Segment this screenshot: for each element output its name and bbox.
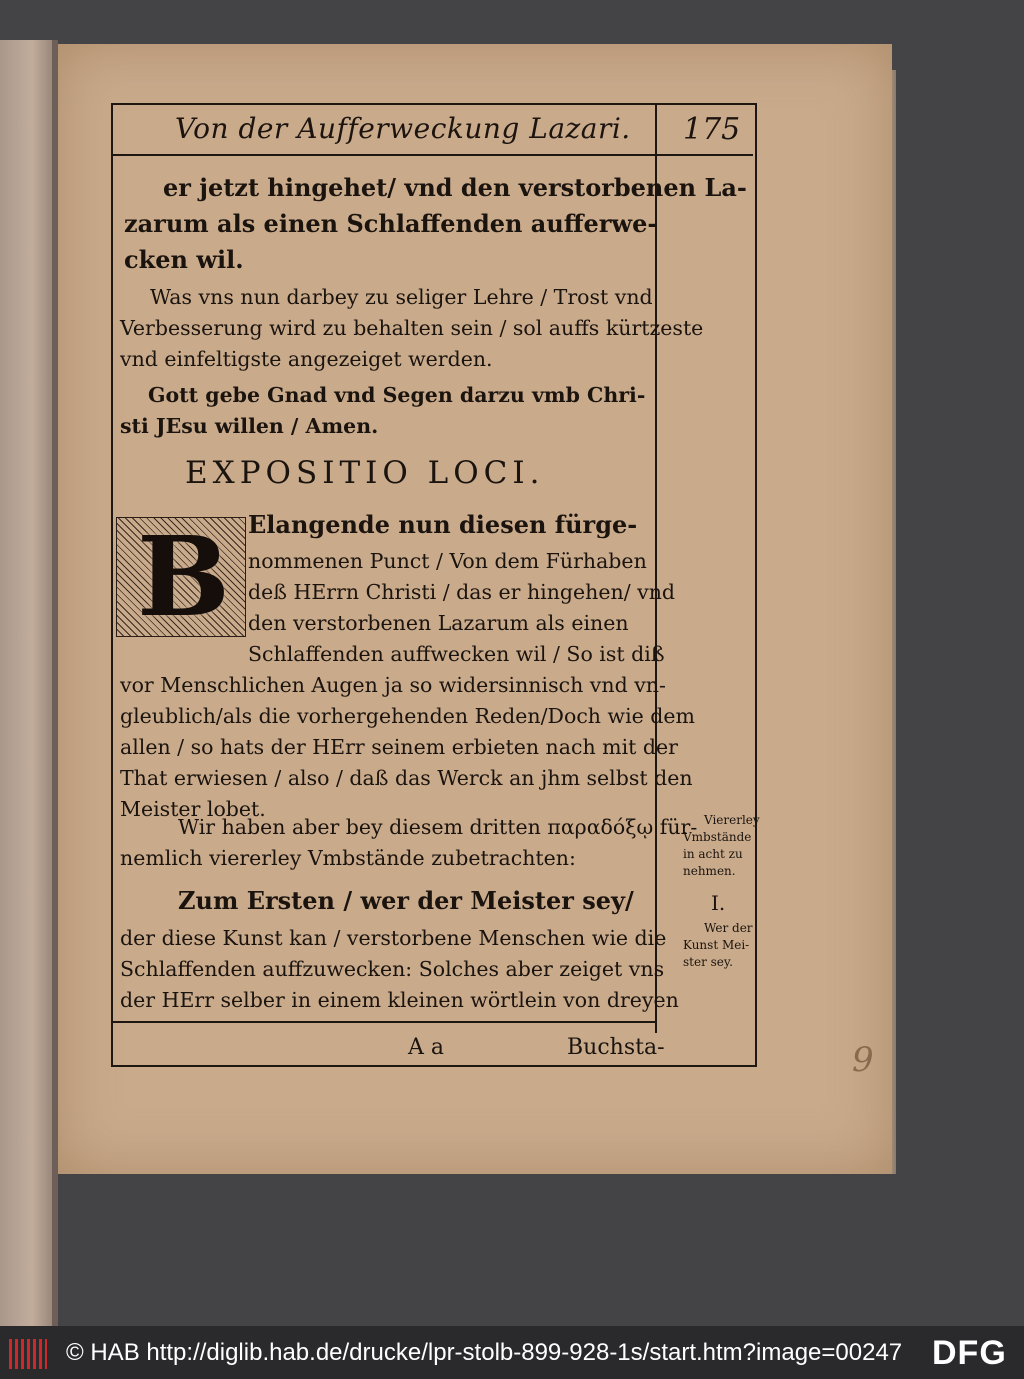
- page-number: 175: [683, 112, 741, 147]
- text-line: Gott gebe Gnad vnd Segen darzu vmb Chri-: [148, 383, 646, 407]
- text-line: allen / so hats der HErr seinem erbieten nach mit der: [120, 735, 678, 759]
- signature-mark: A a: [408, 1035, 444, 1060]
- text-line: That erwiesen / also / daß das Werck an jhm selbst den: [120, 766, 693, 790]
- text-line: er jetzt hingehet/ vnd den verstorbenen La-: [163, 173, 747, 202]
- running-head: Von der Aufferweckung Lazari.: [175, 112, 631, 145]
- margin-note-line: in acht zu: [683, 847, 743, 861]
- text-line: Schlaffenden auffwecken wil / So ist diß: [248, 642, 665, 666]
- margin-note-number: I.: [711, 891, 726, 915]
- dfg-logo: DFG: [932, 1334, 1007, 1372]
- margin-note-line: nehmen.: [683, 864, 736, 878]
- margin-rule: [655, 103, 657, 1033]
- text-line: zarum als einen Schlaffenden aufferwe-: [124, 209, 658, 238]
- handwritten-mark: 9: [852, 1040, 874, 1080]
- text-line: sti JEsu willen / Amen.: [120, 414, 379, 438]
- text-line: deß HErrn Christi / das er hingehen/ vnd: [248, 580, 676, 604]
- text-line: nemlich viererley Vmbstände zubetrachten:: [120, 846, 576, 870]
- section-heading: EXPOSITIO LOCI.: [185, 455, 545, 491]
- footer-bar: [0, 1326, 1024, 1379]
- text-line: gleublich/als die vorhergehenden Reden/Doch wie dem: [120, 704, 695, 728]
- margin-note-line: Viererley: [704, 813, 760, 827]
- text-line: Schlaffenden auffzuwecken: Solches aber zeiget vns: [120, 957, 665, 981]
- text-line: Zum Ersten / wer der Meister sey/: [178, 886, 634, 915]
- text-line: Verbesserung wird zu behalten sein / sol auffs kürtzeste: [120, 316, 704, 340]
- foot-rule: [111, 1021, 657, 1023]
- initial-letter: B: [137, 512, 230, 641]
- barcode-icon: [9, 1339, 47, 1369]
- text-line: Was vns nun darbey zu seliger Lehre / Trost vnd: [150, 285, 653, 309]
- text-line: nommenen Punct / Von dem Fürhaben: [248, 549, 647, 573]
- text-line: vnd einfeltigste angezeiget werden.: [120, 347, 493, 371]
- text-line: cken wil.: [124, 245, 244, 274]
- previous-page-edge: [0, 40, 58, 1326]
- text-line: den verstorbenen Lazarum als einen: [248, 611, 629, 635]
- margin-note-line: Wer der: [704, 921, 753, 935]
- text-line: Meister lobet.: [120, 797, 266, 821]
- margin-note-line: Vmbstände: [683, 830, 752, 844]
- head-rule: [111, 154, 753, 156]
- margin-note-line: ster sey.: [683, 955, 733, 969]
- text-line: der HErr selber in einem kleinen wörtlein von dreyen: [120, 988, 679, 1012]
- catchword: Buchsta-: [567, 1035, 665, 1060]
- margin-note-line: Kunst Mei-: [683, 938, 750, 952]
- text-line: der diese Kunst kan / verstorbene Menschen wie die: [120, 926, 667, 950]
- text-line: Elangende nun diesen fürge-: [248, 510, 638, 539]
- text-line: Wir haben aber bey diesem dritten παραδόξῳ für-: [178, 815, 698, 839]
- text-line: vor Menschlichen Augen ja so widersinnisch vnd vn-: [120, 673, 666, 697]
- decorated-initial: [116, 512, 246, 641]
- source-credit[interactable]: © HAB http://diglib.hab.de/drucke/lpr-stolb-899-928-1s/start.htm?image=00247: [66, 1339, 903, 1366]
